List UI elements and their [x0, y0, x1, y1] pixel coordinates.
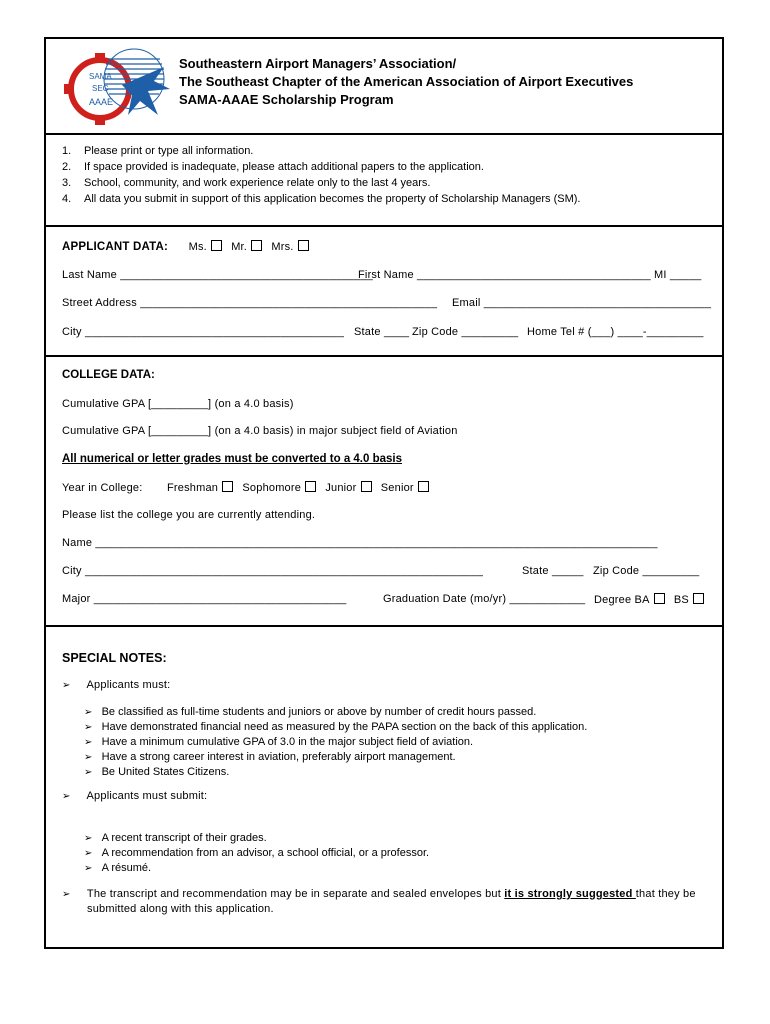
mrs-label: Mrs. — [271, 241, 294, 253]
mi-field[interactable]: MI _____ — [654, 269, 702, 281]
state-field[interactable]: State ____ — [354, 326, 410, 338]
gpa-field[interactable]: Cumulative GPA [_________] (on a 4.0 basis) — [62, 398, 294, 410]
street-address-field[interactable]: Street Address _______________________________________________ — [62, 297, 438, 309]
emphasis-text: it is strongly suggested — [504, 888, 636, 900]
mr-label: Mr. — [231, 241, 248, 253]
list-item: ➢ Have a minimum cumulative GPA of 3.0 in the major subject field of aviation. — [84, 736, 474, 748]
sophomore-label: Sophomore — [242, 482, 302, 494]
year-in-college-row — [62, 481, 435, 494]
junior-checkbox[interactable] — [361, 481, 372, 492]
graduation-date-field[interactable]: Graduation Date (mo/yr) ____________ — [383, 593, 586, 605]
list-item: ➢ Be United States Citizens. — [84, 766, 230, 778]
svg-text:AAAE: AAAE — [89, 97, 114, 107]
grades-note: All numerical or letter grades must be converted to a 4.0 basis — [62, 453, 403, 465]
notes-heading: SPECIAL NOTES: — [62, 651, 167, 665]
mr-checkbox[interactable] — [251, 240, 262, 251]
degree-row — [594, 593, 710, 606]
degree-ba-label: Degree BA — [594, 594, 650, 606]
application-form — [44, 37, 724, 949]
college-section — [46, 357, 722, 627]
list-item: ➢ A recent transcript of their grades. — [84, 832, 267, 844]
form-header — [46, 39, 722, 135]
mrs-checkbox[interactable] — [298, 240, 309, 251]
bs-label: BS — [673, 594, 689, 606]
sophomore-checkbox[interactable] — [305, 481, 316, 492]
ms-checkbox[interactable] — [211, 240, 222, 251]
home-tel-field[interactable]: Home Tel # (___) ____-_________ — [527, 326, 704, 338]
college-heading: COLLEGE DATA: — [62, 369, 155, 381]
aviation-gpa-field[interactable]: Cumulative GPA [_________] (on a 4.0 basis) in major subject field of Aviation — [62, 425, 458, 437]
list-item: ➢ A recommendation from an advisor, a school official, or a professor. — [84, 847, 430, 859]
list-item: ➢ A résumé. — [84, 862, 152, 874]
senior-checkbox[interactable] — [418, 481, 429, 492]
list-item: 1. Please print or type all information. — [62, 145, 254, 157]
final-note: ➢ The transcript and recommendation may be in separate and sealed envelopes but it is strongly suggested that they be submitted along with this application. — [62, 888, 696, 915]
freshman-label: Freshman — [167, 482, 219, 494]
year-label: Year in College: — [62, 482, 143, 494]
bs-checkbox[interactable] — [693, 593, 704, 604]
instructions-list — [62, 143, 580, 207]
college-state-field[interactable]: State _____ — [522, 565, 584, 577]
list-item: 4. All data you submit in support of this application becomes the property of Scholarship Managers (SM). — [62, 193, 581, 205]
org-title-2: The Southeast Chapter of the American Association of Airport Executives — [179, 74, 634, 89]
arrow-bullet-icon: ➢ — [62, 680, 71, 691]
college-name-field[interactable]: Name _________________________________________________________________________________________ — [62, 537, 658, 549]
special-notes-section — [46, 627, 722, 949]
freshman-checkbox[interactable] — [222, 481, 233, 492]
first-name-field[interactable]: First Name _____________________________________ — [358, 269, 651, 281]
last-name-field[interactable]: Last Name ________________________________________ — [62, 269, 373, 281]
applicant-title-row — [62, 240, 315, 253]
org-title-1: Southeastern Airport Managers’ Association/ — [179, 56, 457, 71]
list-item: ➢ Have demonstrated financial need as measured by the PAPA section on the back of this application. — [84, 721, 588, 733]
list-college-instruction: Please list the college you are currently attending. — [62, 509, 316, 521]
city-field[interactable]: City _________________________________________ — [62, 326, 345, 338]
list-item: ➢ Have a strong career interest in aviation, preferably airport management. — [84, 751, 456, 763]
zip-field[interactable]: Zip Code _________ — [412, 326, 519, 338]
email-field[interactable]: Email ____________________________________ — [452, 297, 712, 309]
senior-label: Senior — [380, 482, 414, 494]
major-field[interactable]: Major ________________________________________ — [62, 593, 347, 605]
applicant-heading: APPLICANT DATA: — [62, 241, 169, 253]
submit-label-row: ➢ Applicants must submit: — [62, 790, 208, 802]
svg-text:SAMA: SAMA — [89, 72, 112, 81]
list-item: 3. School, community, and work experience relate only to the last 4 years. — [62, 177, 431, 189]
instructions-section — [46, 135, 722, 227]
program-title: SAMA-AAAE Scholarship Program — [179, 92, 394, 107]
ba-checkbox[interactable] — [654, 593, 665, 604]
junior-label: Junior — [325, 482, 357, 494]
college-city-field[interactable]: City _______________________________________________________________ — [62, 565, 484, 577]
svg-text:SEC: SEC — [92, 84, 109, 93]
must-label-row: ➢ Applicants must: — [62, 679, 171, 691]
list-item: ➢ Be classified as full-time students and juniors or above by number of credit hours passed. — [84, 706, 537, 718]
applicant-section — [46, 227, 722, 357]
list-item: 2. If space provided is inadequate, please attach additional papers to the application. — [62, 161, 484, 173]
college-zip-field[interactable]: Zip Code _________ — [593, 565, 700, 577]
sama-aaae-logo — [62, 45, 174, 127]
ms-label: Ms. — [188, 241, 207, 253]
must-list — [84, 705, 587, 780]
arrow-bullet-icon: ➢ — [62, 889, 71, 900]
submit-list — [84, 831, 429, 876]
arrow-bullet-icon: ➢ — [62, 791, 71, 802]
